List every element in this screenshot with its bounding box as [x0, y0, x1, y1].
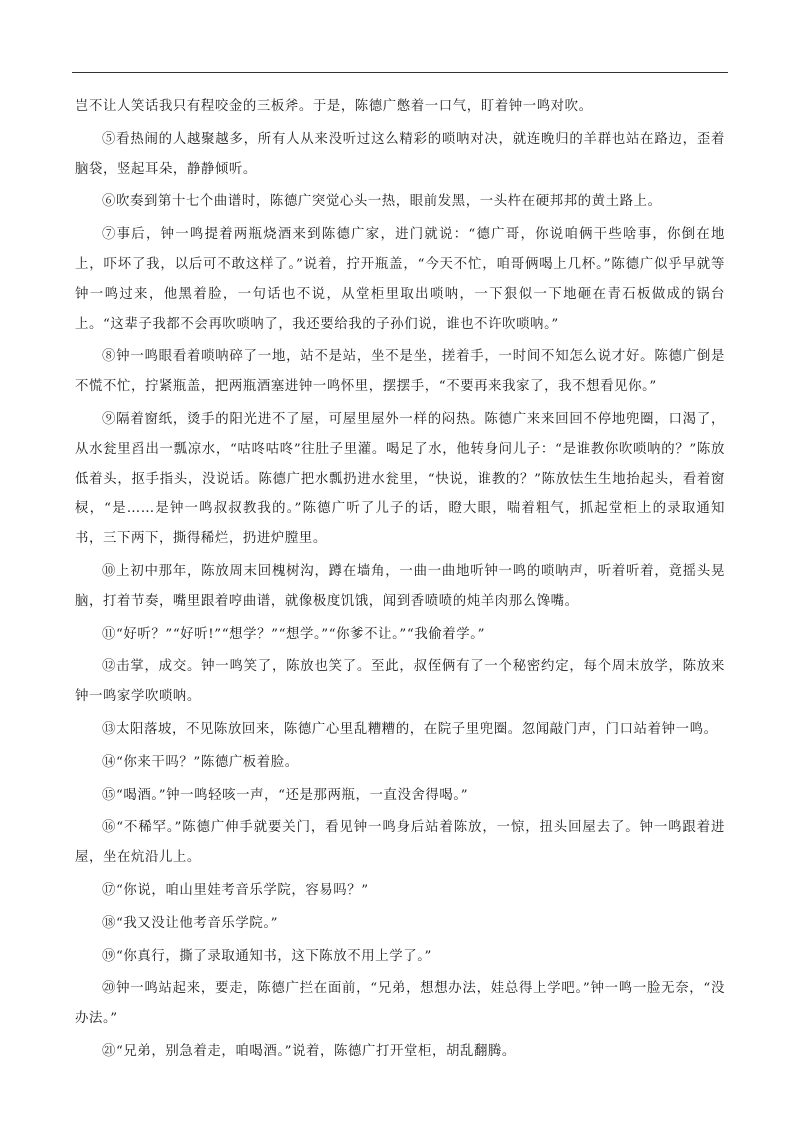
paragraph: ⑦事后，钟一鸣提着两瓶烧酒来到陈德广家，进门就说：“德广哥，你说咱俩干些啥事，你倒在地上，吓坏了我，以后可不敢这样了。”说着，拧开瓶盖，“今天不忙，咱哥俩喝上几杯。”陈德广似乎早就等钟一鸣过来，他黑着脸，一句话也不说，从堂柜里取出唢呐，一下狠似一下地砸在青石板做成的锅台上。“这辈子我都不会再吹唢呐了，我还要给我的子孙们说，谁也不许吹唢呐。” — [75, 227, 725, 332]
paragraph: ⑪“好听？”“好听!”“想学？”“想学。”“你爹不让。”“我偷着学。” — [102, 626, 486, 642]
document-body — [75, 92, 725, 1070]
paragraph: ⑨隔着窗纸，烫手的阳光进不了屋，可屋里屋外一样的闷热。陈德广来来回回不停地兜圈，口渴了，从水瓮里舀出一瓢凉水，“咕咚咕咚”往肚子里灌。喝足了水，他转身问儿子：“是谁教你吹唢呐的？”陈放低着头，抠手指头，没说话。陈德广把水瓢扔进水瓮里，“快说，谁教的？”陈放怯生生地抬起头，看着窗棂，“是……是钟一鸣叔叔教我的。”陈德广听了儿子的话，瞪大眼，喘着粗气，抓起堂柜上的录取通知书，三下两下，撕得稀烂，扔进炉膛里。 — [75, 411, 725, 547]
paragraph: ⑬太阳落坡，不见陈放回来，陈德广心里乱糟糟的，在院子里兜圈。忽闻敲门声，门口站着钟一鸣。 — [102, 721, 718, 737]
paragraph: ⑰“你说，咱山里娃考音乐学院，容易吗？” — [102, 882, 369, 898]
paragraph: ⑮“喝酒。”钟一鸣轻咳一声，“还是那两瓶，一直没舍得喝。” — [102, 787, 469, 803]
paragraph: ㉑“兄弟，别急着走，咱喝酒。”说着，陈德广打开堂柜，胡乱翻腾。 — [102, 1043, 516, 1059]
paragraph: ⑫击掌，成交。钟一鸣笑了，陈放也笑了。至此，叔侄俩有了一个秘密约定，每个周末放学，陈放来钟一鸣家学吹唢呐。 — [75, 659, 725, 705]
paragraph: ⑭“你来干吗？”陈德广板着脸。 — [102, 754, 299, 770]
paragraph: ⑳钟一鸣站起来，要走，陈德广拦在面前，“兄弟，想想办法，娃总得上学吧。”钟一鸣一脸无奈，“没办法。” — [75, 981, 725, 1027]
paragraph: ⑯“不稀罕。”陈德广伸手就要关门，看见钟一鸣身后站着陈放，一惊，扭头回屋去了。钟一鸣跟着进屋，坐在炕沿儿上。 — [75, 820, 725, 866]
paragraph: ⑥吹奏到第十七个曲谱时，陈德广突觉心头一热，眼前发黑，一头杵在硬邦邦的黄土路上。 — [102, 194, 662, 210]
paragraph: ⑩上初中那年，陈放周末回槐树沟，蹲在墙角，一曲一曲地听钟一鸣的唢呐声，听着听着，竟摇头晃脑，打着节奏，嘴里跟着哼曲谱，就像极度饥饿，闻到香喷喷的炖羊肉那么馋嘴。 — [75, 563, 725, 609]
paragraph: ⑧钟一鸣眼看着唢呐碎了一地，站不是站，坐不是坐，搓着手，一时间不知怎么说才好。陈德广倒是不慌不忙，拧紧瓶盖，把两瓶酒塞进钟一鸣怀里，摆摆手，“不要再来我家了，我不想看见你。” — [75, 349, 725, 395]
paragraph: ⑱“我又没让他考音乐学院。” — [102, 915, 279, 931]
paragraph: ⑲“你真行，撕了录取通知书，这下陈放不用上学了。” — [102, 948, 432, 964]
header-rule — [72, 72, 728, 73]
paragraph: 岂不让人笑话我只有程咬金的三板斧。于是，陈德广憋着一口气，盯着钟一鸣对吹。 — [75, 99, 593, 114]
paragraph: ⑤看热闹的人越聚越多，所有人从来没听过这么精彩的唢呐对决，就连晚归的羊群也站在路边，歪着脑袋，竖起耳朵，静静倾听。 — [75, 131, 725, 177]
